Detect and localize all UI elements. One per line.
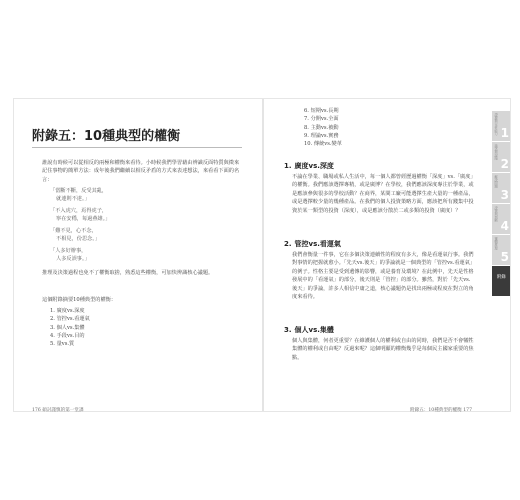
decision-paragraph: 推理及決策過程也免不了權衡取捨，熟悉這些權衡，可加快辨識核心議題。 — [42, 270, 214, 276]
page-number-right: 附錄五：10種典型的權衡 177 — [409, 408, 472, 413]
intro-paragraph: 誰說有時候可以從相反的兩極和權衡來看待。小時候我們學習藉由辨識反面特質與徵來記住事物的簡單方法：成年後我們繼續以相反矛盾的方式來表達想法，來看看下面的名言： — [42, 160, 240, 183]
chapter-tab-1: 證據與分析能力 1 — [493, 113, 509, 140]
chapter-tab-3: 解決問題 3 — [493, 175, 509, 202]
quote-1: 「當斷不斷，反受其亂， 就連則不達。」 — [50, 188, 108, 203]
section-heading-2: 2. 管控vs.看運氣 — [284, 240, 341, 248]
chapter-tab-4: 決策與判斷 4 — [493, 206, 509, 233]
list-item: 5. 量vs.質 — [50, 341, 75, 348]
list-item: 7. 分開vs.全面 — [304, 116, 339, 123]
list-item: 3. 個人vs.集體 — [50, 324, 85, 331]
section-heading-1: 1. 廣度vs.深度 — [284, 162, 334, 170]
list-item: 1. 廣度vs.深度 — [50, 308, 85, 314]
quote-2: 「不入虎穴，焉得虎子， 寧在安穩，每過燕雄。」 — [50, 208, 111, 223]
book-gutter — [262, 99, 264, 411]
section-text-2: 我們會衡量一件事，它在多個決策連續性的程度有多大，像是看運氣行事。我們對事情的把握就愈小。「先天vs.後天」的爭論就是一個典型的「管控vs.看運氣」的例子。性格主要是受到遺傳的影響，或是養育及環境？在此例中，先天是性格發展中的「看運氣」的部分，後天則是「管控」的部分。雖然，對於「先天vs.後天」的爭論，許多人相信中庸之道，核心議題仍是找出兩極或程度在對立的角度來看待。 — [292, 252, 474, 301]
section-text-3: 個人與集體，何者更重要？在維護個人的權利或自由的同時，我們是否不會犧牲集體的權利或自由呢？反過來呢？這個明顯的權衡幾乎是每個民主國家重要的焦點。 — [292, 338, 474, 361]
chapter-tab-2: 論述與說服 2 — [493, 144, 509, 171]
chapter-tabs — [492, 111, 510, 297]
list-intro: 這個附錄摘要10種典型的權衡： — [42, 297, 117, 303]
section-heading-3: 3. 個人vs.集體 — [284, 326, 334, 334]
list-item: 8. 主動vs.被動 — [304, 124, 339, 131]
page-title: 附錄五：10種典型的權衡 — [32, 129, 181, 144]
tradeoff-list-continued — [304, 107, 342, 148]
list-item: 4. 手段vs.目的 — [50, 332, 85, 339]
list-item: 2. 管控vs.看運氣 — [50, 316, 90, 323]
list-item: 6. 短期vs.長期 — [304, 108, 339, 114]
chapter-tab-5: 邏輯推理 5 — [493, 237, 509, 264]
quote-4: 「人多好辦事， 人多反誤事。」 — [50, 248, 90, 263]
quote-3: 「難不見，心不念， 不相見，份思念。」 — [50, 228, 101, 243]
left-page — [14, 99, 262, 411]
chapter-tab-appendix: 附錄 — [492, 266, 510, 296]
tradeoff-list — [50, 307, 90, 348]
right-page — [264, 99, 510, 411]
list-item: 9. 理論vs.實務 — [304, 132, 339, 139]
list-item: 10. 傳統vs.變革 — [304, 141, 342, 148]
section-text-1: 不論在學業、職場或私人生活中，每一個人都曾經歷過權衡「深度」vs.「廣度」的權衡。我們應該選擇專精，或是廣博？在學校，我們應該深度專注於學業，或是應該參與很多的學校活動？在商界，某間工廠可能選擇生產大量的一種產品，或是選擇較少量的幾種產品。在我們的個人投資策略方面，應該把所有錢集中投資於某一類型的投資（深度），或是應該分散於二或多類的投資（廣度）？ — [292, 174, 474, 214]
title-rule — [32, 147, 242, 148]
page-number-left: 176 碩討謹慎的第一堂課 — [32, 408, 84, 413]
